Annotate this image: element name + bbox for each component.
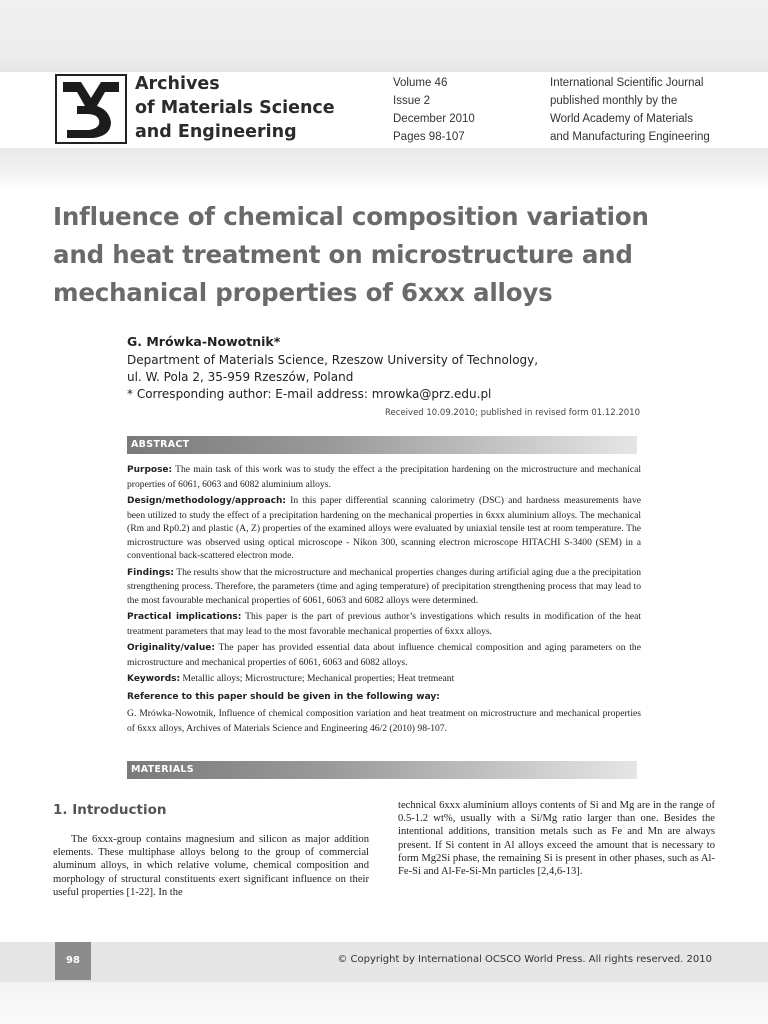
abstract-text: In this paper differential scanning calorimetry (DSC) and hardness measurements have been utilized to study the effect of a precipitation hardening on the mechanical properties in 6xxx aluminium alloys. The mechanical (Rm and Rp0.2) and plastic (A, Z) properties of the examined alloys were evaluated by uniaxial tensile test at room temperature. The microstructure was observed using optical microscope - Nikon 300, scanning electron microscope HITACHI S-3400 (SEM) in a conventional back-scattered electron mode. <box>127 495 641 561</box>
abstract-label: Purpose: <box>127 465 173 475</box>
affiliation-line: Department of Materials Science, Rzeszow University of Technology, <box>127 353 539 367</box>
abstract-label: Reference to this paper should be given in the following way: <box>127 691 440 702</box>
author-name: G. Mrówka-Nowotnik* <box>127 334 281 349</box>
abstract-paragraph <box>127 672 641 687</box>
logo-emblem-icon <box>57 76 125 142</box>
abstract-paragraph <box>127 690 641 705</box>
abstract-heading-bar: ABSTRACT <box>127 436 637 454</box>
pages: Pages 98-107 <box>393 131 465 143</box>
abstract-paragraph <box>127 707 641 735</box>
issue-date: December 2010 <box>393 113 475 125</box>
title-line: and heat treatment on microstructure and <box>53 240 633 269</box>
body-paragraph: technical 6xxx aluminium alloys contents of Si and Mg are in the range of 0.5-1.2 wt%, usually with a Si/Mg ratio larger than one. Besides the intentional additions, transition metals such as Fe and Mn are always present. If Si content in Al alloys exceed the amount that is necessary to form Mg2Si phase, the remaining Si is present in other phases, such as Al-Fe-Si and Al-Fe-Si-Mn particles [2,4,6-13]. <box>398 800 715 878</box>
issue: Issue 2 <box>393 95 431 107</box>
publisher-line: World Academy of Materials <box>550 113 693 125</box>
publisher-info <box>550 74 710 146</box>
journal-logo <box>55 74 127 144</box>
abstract-label: Design/methodology/approach: <box>127 496 287 506</box>
abstract-paragraph <box>127 566 641 608</box>
abstract-paragraph <box>127 494 641 563</box>
abstract-text: The main task of this work was to study the effect a the precipitation hardening on the microstructure and mechanical properties of 6061, 6063 and 6082 aluminium alloys. <box>127 464 641 490</box>
publisher-line: and Manufacturing Engineering <box>550 131 710 143</box>
body-paragraph: The 6xxx-group contains magnesium and silicon as major addition elements. These multiphase alloys belong to the group of commercial aluminum alloys, in which relative volume, chemical composition and morphology of structural constituents exert significant influence on their useful properties [1-22]. In the <box>53 834 369 898</box>
abstract-label: Findings: <box>127 567 174 578</box>
journal-name <box>135 72 335 144</box>
abstract-text: The results show that the microstructure and mechanical properties changes during artificial aging due a the precipitation strengthening process. Therefore, the parameters (time and aging temperature) of precipitation strengthening process that may lead to the most favourable mechanical properties of 6061, 6063 and 6082 alloys were determined. <box>127 566 641 606</box>
bottom-fade <box>0 982 768 1024</box>
journal-name-line: Archives <box>135 74 220 94</box>
section-heading: 1. Introduction <box>53 802 167 818</box>
author-block <box>127 333 538 403</box>
title-line: mechanical properties of 6xxx alloys <box>53 278 553 307</box>
page-number: 98 <box>55 942 91 980</box>
materials-heading-bar: MATERIALS <box>127 761 637 779</box>
journal-name-line: and Engineering <box>135 122 297 142</box>
copyright: © Copyright by International OCSCO World Press. All rights reserved. 2010 <box>337 954 712 965</box>
affiliation-line: ul. W. Pola 2, 35-959 Rzeszów, Poland <box>127 370 354 384</box>
volume: Volume 46 <box>393 77 448 89</box>
abstract-paragraph <box>127 463 641 491</box>
publisher-line: published monthly by the <box>550 95 678 107</box>
abstract-text: Metallic alloys; Microstructure; Mechanical properties; Heat tretmeant <box>180 673 455 684</box>
received-date: Received 10.09.2010; published in revised form 01.12.2010 <box>385 408 640 418</box>
issue-info <box>393 74 475 146</box>
abstract-label: Originality/value: <box>127 643 215 653</box>
abstract-paragraph <box>127 641 641 669</box>
corresponding-author: * Corresponding author: E-mail address: mrowka@prz.edu.pl <box>127 387 492 401</box>
abstract <box>127 463 641 738</box>
abstract-text: This paper is the part of previous author’s investigations which results in modification of the heat treatment parameters that may lead to the most favorable mechanical properties of 6xxx alloys. <box>127 611 642 637</box>
publisher-line: International Scientific Journal <box>550 77 704 89</box>
right-column <box>398 799 715 878</box>
abstract-label: Keywords: <box>127 674 181 684</box>
left-column <box>53 833 369 899</box>
journal-name-line: of Materials Science <box>135 98 335 118</box>
abstract-paragraph <box>127 610 641 638</box>
abstract-text: The paper has provided essential data about influence chemical composition and aging parameters on the microstructure and mechanical properties of 6061, 6063 and 6082 alloys. <box>127 642 641 668</box>
citation-text: G. Mrówka-Nowotnik, Influence of chemical composition variation and heat treatment on microstructure and mechanical properties of 6xxx alloys, Archives of Materials Science and Engineering 46/2 (2010) 98-107. <box>127 708 641 734</box>
abstract-label: Practical implications: <box>127 612 242 622</box>
paper-title <box>53 198 733 312</box>
title-line: Influence of chemical composition variation <box>53 202 649 231</box>
